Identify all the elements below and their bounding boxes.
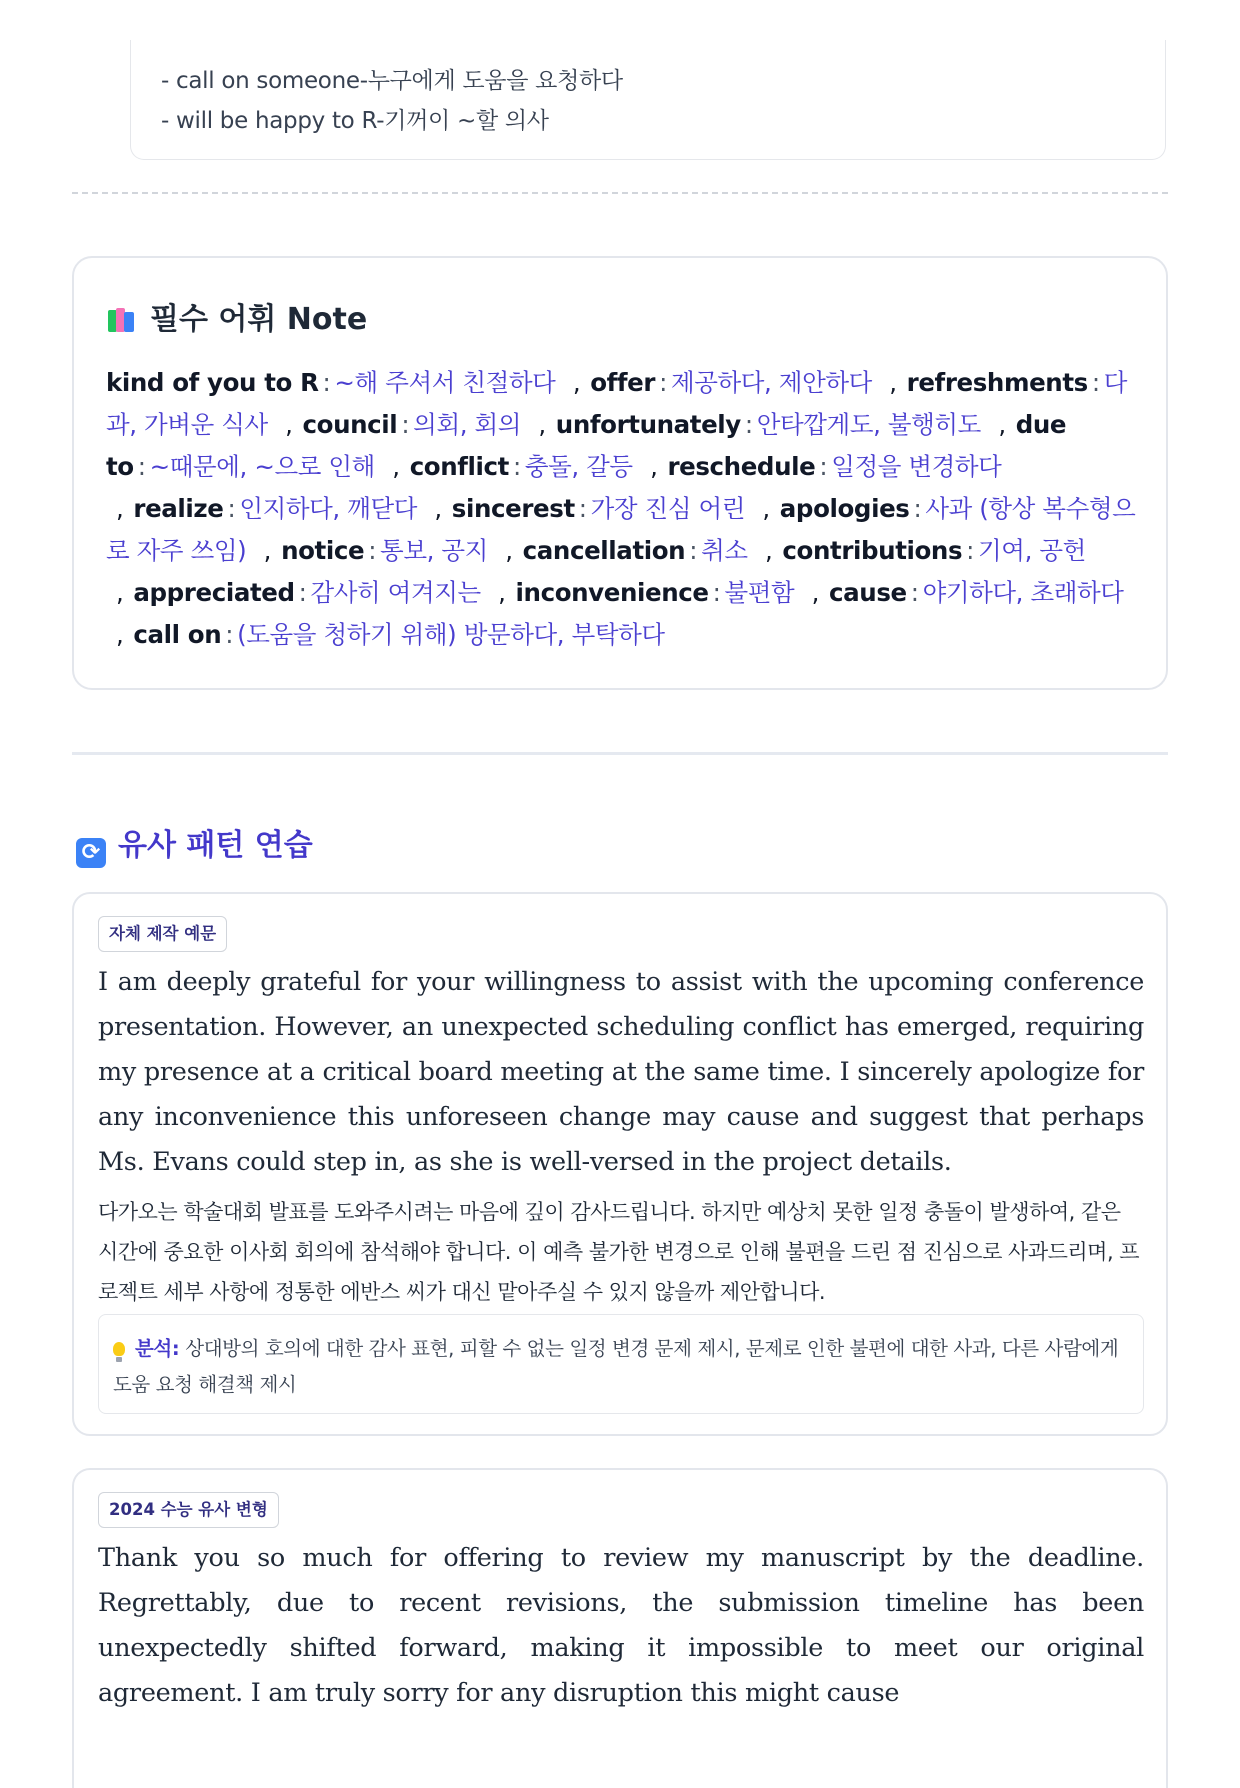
vocab-item bbox=[410, 452, 633, 481]
vocab-meaning: 인지하다, 깨닫다 bbox=[239, 494, 418, 523]
section-divider bbox=[72, 752, 1168, 755]
analysis-text bbox=[113, 1331, 1123, 1403]
vocab-item bbox=[667, 452, 1001, 481]
vocab-item bbox=[303, 410, 521, 439]
tip-line: - call on someone-누구에게 도움을 요청하다 bbox=[161, 68, 623, 94]
repeat-icon: ⟳ bbox=[76, 838, 106, 868]
vocab-separator: , bbox=[538, 410, 546, 439]
vocab-term: unfortunately bbox=[555, 410, 741, 439]
example-card bbox=[72, 892, 1168, 1436]
analysis-content: 상대방의 호의에 대한 감사 표현, 피할 수 없는 일정 변경 문제 제시, 문제로 인한 불편에 대한 사과, 다른 사람에게 도움 요청 해결책 제시 bbox=[113, 1337, 1119, 1396]
vocab-separator: , bbox=[572, 368, 581, 397]
vocab-separator: , bbox=[434, 494, 442, 523]
vocab-colon: : bbox=[137, 452, 146, 481]
vocab-term: reschedule bbox=[667, 452, 816, 481]
vocab-colon: : bbox=[966, 536, 975, 565]
vocab-item bbox=[133, 578, 480, 607]
vocab-colon: : bbox=[910, 578, 919, 607]
vocab-item bbox=[133, 620, 664, 649]
vocab-colon: : bbox=[744, 410, 753, 439]
vocab-separator: , bbox=[263, 536, 272, 565]
vocab-colon: : bbox=[368, 536, 377, 565]
vocab-term: sincerest bbox=[451, 494, 575, 523]
vocab-separator: , bbox=[116, 494, 124, 523]
lightbulb-icon bbox=[113, 1342, 125, 1356]
tips-card bbox=[130, 40, 1166, 160]
vocab-item bbox=[782, 536, 1085, 565]
vocab-colon: : bbox=[689, 536, 698, 565]
vocab-colon: : bbox=[578, 494, 587, 523]
analysis-label: 분석: bbox=[135, 1337, 180, 1360]
vocab-term: contributions bbox=[782, 536, 963, 565]
books-icon bbox=[108, 306, 138, 332]
vocab-list bbox=[106, 362, 1136, 656]
vocab-meaning: 통보, 공지 bbox=[380, 536, 488, 565]
similar-pattern-title bbox=[76, 820, 313, 868]
vocab-colon: : bbox=[913, 494, 922, 523]
vocab-term: kind of you to R bbox=[106, 368, 319, 397]
vocab-separator: , bbox=[762, 494, 770, 523]
vocab-term: offer bbox=[590, 368, 656, 397]
vocab-term: cancellation bbox=[522, 536, 686, 565]
vocab-meaning: 가장 진심 어린 bbox=[590, 494, 746, 523]
vocab-term: apologies bbox=[779, 494, 910, 523]
english-passage: Thank you so much for offering to review my manuscript by the deadline. Regrettably, due to recent revisions, the submission timeline has been unexpectedly shifted forward, making it impossible to meet our original agreement. I am truly sorry for any disruption this might cause bbox=[98, 1543, 1144, 1708]
vocab-term: call on bbox=[133, 620, 222, 649]
vocab-item bbox=[106, 368, 555, 397]
vocab-item bbox=[452, 494, 745, 523]
vocab-note-card bbox=[72, 256, 1168, 690]
vocab-colon: : bbox=[1091, 368, 1100, 397]
vocab-item bbox=[523, 536, 748, 565]
vocab-separator: , bbox=[889, 368, 897, 397]
vocab-term: council bbox=[302, 410, 398, 439]
vocab-term: notice bbox=[281, 536, 365, 565]
vocab-meaning: (도움을 청하기 위해) 방문하다, 부탁하다 bbox=[237, 620, 665, 649]
vocab-colon: : bbox=[401, 410, 410, 439]
vocab-term: conflict bbox=[409, 452, 509, 481]
vocab-meaning: 불편함 bbox=[724, 578, 795, 607]
vocab-separator: , bbox=[116, 620, 124, 649]
vocab-meaning: 다과, 가벼운 식사 bbox=[106, 368, 1127, 439]
vocab-separator: , bbox=[811, 578, 820, 607]
vocab-note-title-text: 필수 어휘 Note bbox=[150, 302, 368, 337]
vocab-term: appreciated bbox=[133, 578, 295, 607]
vocab-colon: : bbox=[512, 452, 521, 481]
vocab-meaning: 기여, 공헌 bbox=[978, 536, 1086, 565]
vocab-meaning: ~때문에, ~으로 인해 bbox=[149, 452, 375, 481]
vocab-separator: , bbox=[392, 452, 400, 481]
vocab-item bbox=[829, 578, 1123, 607]
vocab-colon: : bbox=[227, 494, 236, 523]
vocab-meaning: 충돌, 갈등 bbox=[524, 452, 633, 481]
example-badge: 자체 제작 예문 bbox=[98, 916, 227, 952]
vocab-meaning: 일정을 변경하다 bbox=[831, 452, 1002, 481]
vocab-colon: : bbox=[819, 452, 828, 481]
vocab-meaning: ~해 주셔서 친절하다 bbox=[334, 368, 556, 397]
vocab-term: realize bbox=[133, 494, 224, 523]
vocab-separator: , bbox=[116, 578, 124, 607]
vocab-separator: , bbox=[998, 410, 1006, 439]
dashed-divider bbox=[72, 192, 1168, 194]
vocab-term: due to bbox=[106, 410, 1067, 481]
vocab-meaning: 안타깝게도, 불행히도 bbox=[756, 410, 981, 439]
vocab-item bbox=[590, 368, 872, 397]
vocab-separator: , bbox=[505, 536, 513, 565]
vocab-term: cause bbox=[829, 578, 907, 607]
vocab-item bbox=[556, 410, 981, 439]
korean-translation: 다가오는 학술대회 발표를 도와주시려는 마음에 깊이 감사드립니다. 하지만 예상치 못한 일정 충돌이 발생하여, 같은 시간에 중요한 이사회 회의에 참석해야 합니다. 이 예측 불가한 변경으로 인해 불편을 드린 점 진심으로 사과드리며, 프로젝트 세부 사항에 정통한 에반스 씨가 대신 맡아주실 수 있지 않을까 제안합니다. bbox=[98, 1200, 1140, 1304]
example-badge: 2024 수능 유사 변형 bbox=[98, 1492, 279, 1528]
vocab-item bbox=[281, 536, 488, 565]
vocab-colon: : bbox=[298, 578, 307, 607]
vocab-colon: : bbox=[712, 578, 721, 607]
vocab-colon: : bbox=[322, 368, 331, 397]
vocab-separator: , bbox=[650, 452, 658, 481]
vocab-item bbox=[516, 578, 795, 607]
vocab-meaning: 감사히 여겨지는 bbox=[310, 578, 481, 607]
vocab-term: inconvenience bbox=[515, 578, 709, 607]
similar-pattern-title-text: 유사 패턴 연습 bbox=[118, 828, 313, 863]
vocab-separator: , bbox=[765, 536, 773, 565]
vocab-note-title bbox=[108, 294, 367, 338]
vocab-colon: : bbox=[659, 368, 667, 397]
vocab-separator: , bbox=[285, 410, 293, 439]
vocab-meaning: 제공하다, 제안하다 bbox=[670, 368, 872, 397]
vocab-meaning: 야기하다, 초래하다 bbox=[922, 578, 1124, 607]
vocab-meaning: 의회, 회의 bbox=[413, 410, 522, 439]
example-card bbox=[72, 1468, 1168, 1788]
english-passage: I am deeply grateful for your willingness to assist with the upcoming conference presentation. However, an unexpected scheduling conflict has emerged, requiring my presence at a critical board meeting at the same time. I sincerely apologize for any inconvenience this unforeseen change may cause and suggest that perhaps Ms. Evans could step in, as she is well-versed in the project details. bbox=[98, 967, 1144, 1177]
vocab-colon: : bbox=[225, 620, 234, 649]
vocab-meaning: 취소 bbox=[701, 536, 748, 565]
vocab-meaning: 사과 (항상 복수형으로 자주 쓰임) bbox=[106, 494, 1136, 565]
vocab-separator: , bbox=[498, 578, 506, 607]
vocab-item bbox=[133, 494, 417, 523]
vocab-term: refreshments bbox=[906, 368, 1088, 397]
analysis-box bbox=[98, 1314, 1144, 1414]
tip-line: - will be happy to R-기꺼이 ~할 의사 bbox=[161, 108, 549, 134]
